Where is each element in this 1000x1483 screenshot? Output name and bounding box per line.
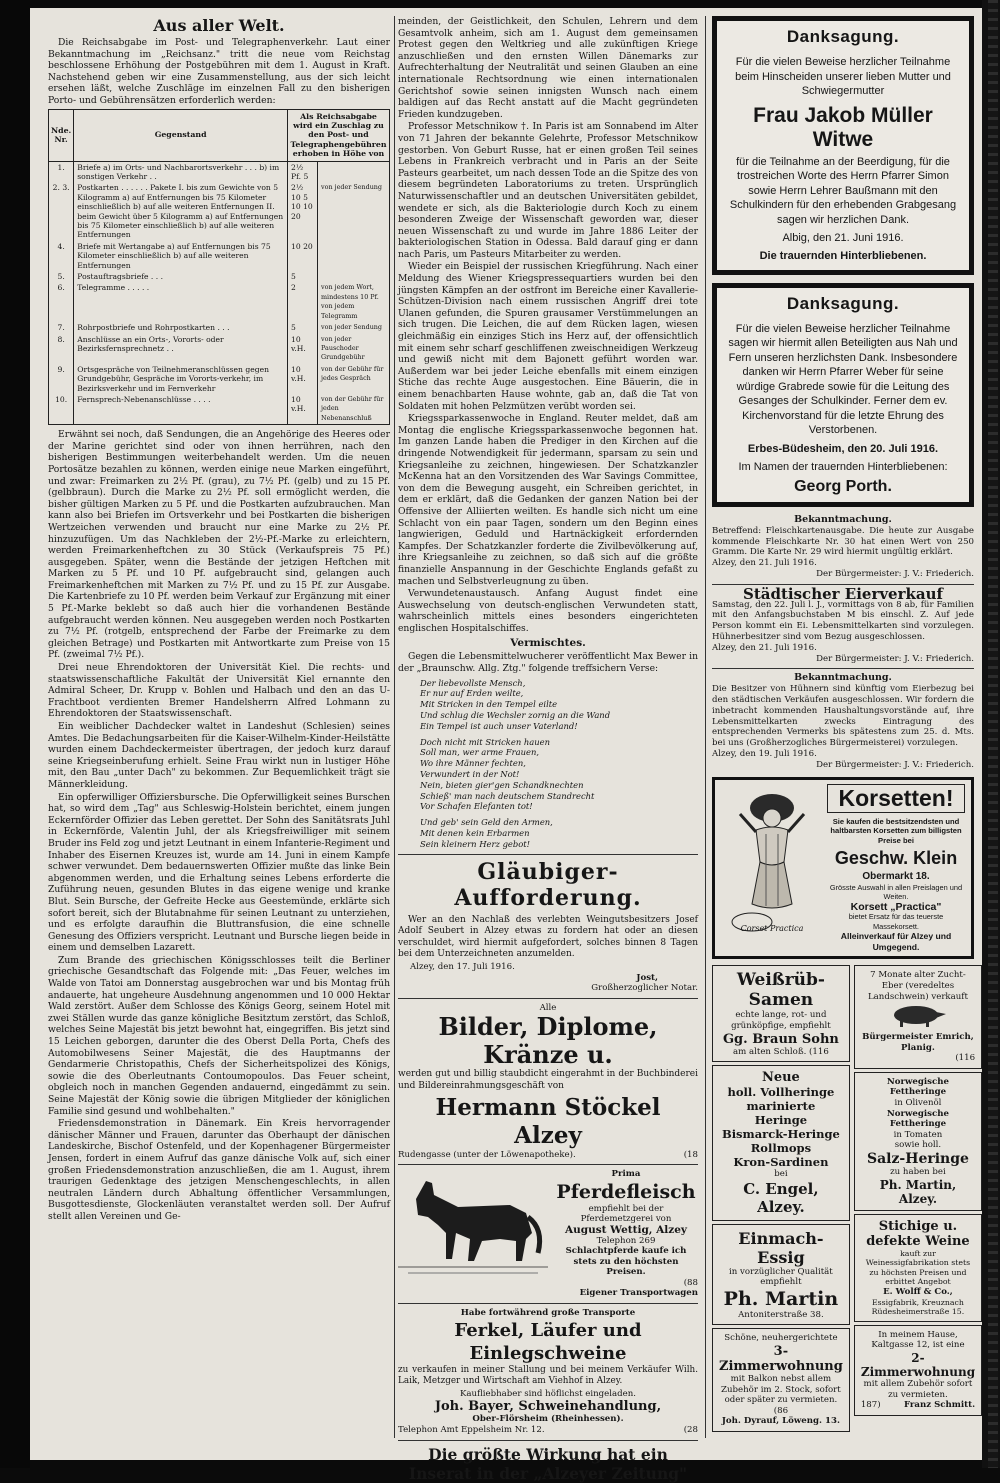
ad-bilder [398, 1003, 698, 1160]
korsetten-brand: Korsett „Practica" [850, 900, 942, 913]
table-row [49, 271, 390, 282]
notice-date: Alzey, den 21. Juli 1916. [712, 558, 817, 569]
poem-line: Vor Schafen Elefanten tot! [420, 801, 533, 812]
korsetten-title: Korsetten! [827, 784, 965, 813]
notice-title: Bekanntmachung. [794, 514, 892, 525]
column-rule [705, 16, 706, 1438]
corset-label: Corset Practica [740, 923, 804, 933]
korsetten-text: Sie kaufen die bestsitzendsten und haltbarsten Korsetten zum billigsten Preise bei [830, 816, 962, 845]
ad-bilder-addr: Rudengasse (unter der Löwenapotheke). [398, 1149, 576, 1160]
ad-eber [854, 965, 982, 1069]
heringe-item: Bismarck-Heringe [721, 1127, 840, 1142]
fettheringe-name: Ph. Martin, Alzey. [879, 1177, 957, 1206]
weissrueb-title: Weißrüb-Samen [736, 970, 825, 1011]
article-offiziersbursche: Ein opferwilliger Offiziersbursche. Die Opferwilligkeit seines Burschen hat, so wird dem „Tag" aus Schleswig-Holstein berichtet, einem jungen Eckernförder Offizier das Leben gerettet. Der Sohn des Sanitätsrats Juhl in Eckernförde, Valentin Juhl, der als Kriegsfreiwilliger mit seinem Bruder ins Feld zog und jetzt Leutnant in einem Infanterie-Regiment und Inhaber des Eisernen Kreuzes ist, wurde am 14. Juni in einem Kampfe schwer verwundet. Dem bedauernswerten Offizier mußte das linke Bein abgenommen werden, und die Erhaltung seines Lebens erforderte die Zuführung neuen, gesunden Blutes in das eigene wenige und kranke Blut. Sein Bursche, der Gefreite Hecke aus Geestemünde, erklärte sich sofort bereit, sich der Blutabnahme für seinen Leutnant zu unterziehen, und es erfolgte daraufhin die Bluttransfusion, die eine schnelle Genesung des Offiziers verspricht. Leutnant und Bursche liegen beide in einem und demselben Lazarett. [48, 791, 390, 954]
column-rule [394, 16, 395, 1438]
danksagung-text2: für die Teilnahme an der Beerdigung, für die trostreichen Worte des Herrn Pfarrer Simon sowie Herrn Lehrer Baußmann mit den Schulkindern für den erhebenden Grabgesang sagen wir herzlichen Dank. [729, 155, 957, 226]
fettheringe-line: in Olivenöl [894, 1098, 942, 1109]
zimmer2-title: 2-Zimmerwohnung [860, 1350, 976, 1379]
ad-bilder-text: werden gut und billig staubdicht eingerahmt in der Buchbinderei und Bildereinrahmungsgeschäft von [398, 1069, 698, 1091]
table-cell-item: Ortsgespräche von Teilnehmeranschlüssen gegen Grundgebühr, Gespräche im Vororts-verkehr, im Bezirksverkehr und im Fernverkehr [74, 364, 288, 394]
table-cell-amt: 5 [288, 271, 318, 282]
table-cell-amt: 2½ 10 5 10 10 20 [288, 182, 318, 240]
poem-line: Der liebevollste Mensch, [420, 677, 526, 688]
ad-2-zimmer [854, 1325, 982, 1416]
article-lebensmittelwucherer: Gegen die Lebensmittelwucherer veröffentlicht Max Bewer in der „Braunschw. Allg. Ztg." folgende treffsichern Verse: [398, 651, 698, 675]
notice-sig: Der Bürgermeister: J. V.: Friederich. [816, 568, 974, 579]
ad-korsetten [712, 777, 974, 960]
fettheringe-line: zu haben bei [890, 1167, 946, 1178]
zimmer2-name: Franz Schmitt. [903, 1400, 976, 1411]
korsetten-text2: Grösste Auswahl in allen Preislagen und Weiten. [829, 882, 963, 902]
ad-fettheringe [854, 1072, 982, 1211]
table-cell-nr: 10. [49, 394, 74, 425]
danksagung-place: Erbes-Büdesheim, den 20. Juli 1916. [747, 442, 939, 455]
ad-pferd-tel: Telephon 269 [596, 1235, 656, 1246]
poem-line: Mit Stricken in den Tempel eilte [420, 699, 558, 710]
pig-illustration [888, 1002, 948, 1028]
fee-table [48, 109, 390, 426]
table-row [49, 182, 390, 240]
table-cell-note: von der Gebühr für jeden Nebenanschluß [318, 394, 390, 425]
table-cell-item: Telegramme . . . . . [74, 282, 288, 322]
poem-line: Und geb' sein Geld den Armen, [420, 817, 553, 828]
ad-weissrueb [712, 965, 850, 1062]
table-cell-nr: 1. [49, 161, 74, 182]
table-cell-note [318, 271, 390, 282]
heringe-item: marinierte Heringe [746, 1099, 816, 1128]
table-cell-nr: 6. [49, 282, 74, 322]
essig-name: Ph. Martin [723, 1287, 839, 1310]
table-header-nr: Nde. Nr. [49, 109, 74, 161]
ad-pferd-num: (88 [683, 1277, 698, 1288]
heringe-item: holl. Vollheringe [727, 1085, 835, 1100]
ad-heringe [712, 1065, 850, 1221]
ad-bilder-num: (18 [683, 1149, 698, 1160]
danksagung-text2: Im Namen der trauernden Hinterbliebenen: [738, 460, 948, 473]
poem-line: Wo ihre Männer fechten, [420, 758, 526, 769]
zimmer3-name: Joh. Dyrauf, Löweng. 13. [721, 1416, 840, 1427]
article-reichsabgabe: Die Reichsabgabe im Post- und Telegraphenverkehr. Laut einer Bekanntmachung im „Reichsanz." tritt die neue vom Reichstag beschlossene Erhöhung der Postgebühren mit dem 1. August in Kraft. Nachstehend geben wir eine Zusammenstellung, aus der sich leicht ersehen läßt, welche Zuschläge im einzelnen Fall zu den bisherigen Porto- und Gebührensätzen erforderlich werden: [48, 37, 390, 106]
table-cell-item: Briefe mit Wertangabe a) auf Entfernungen bis 75 Kilometer einschließlich b) auf alle weiteren Entfernungen [74, 241, 288, 271]
fettheringe-line: sowie holl. [894, 1140, 942, 1151]
notice-date: Alzey, den 19. Juli 1916. [712, 748, 817, 759]
weissrueb-text: echte lange, rot- und grünköpfige, empfiehlt [731, 1010, 831, 1031]
weine-title: Stichige u. defekte Weine [866, 1218, 970, 1249]
table-row [49, 334, 390, 364]
poem-line: Mit denen kein Erbarmen [420, 828, 530, 839]
table-cell-note: von jeder Sendung [318, 322, 390, 333]
table-cell-item: Anschlüsse an ein Orts-, Vororts- oder Bezirksfernsprechnetz . . [74, 334, 288, 364]
heringe-item: Rollmops [750, 1141, 812, 1156]
poem-line: Schieß' man nach deutschem Standrecht [420, 790, 595, 801]
table-cell-amt: 10 v.H. [288, 364, 318, 394]
horse-illustration [398, 1169, 548, 1281]
article-koenigsschloss: Zum Brande des griechischen Königsschlosses teilt die Berliner griechische Gesandtschaft das Folgende mit: „Das Feuer, welches im Walde von Tatoi am Donnerstag ausgebrochen war und bis Montag früh andauerte, hat ungeheure Ausdehnung angenommen und 10 000 Hektar Wald zerstört. Außer dem Schlosse des Königs Georg, seinem Hotel mit zwei Ställen wurde das ganze königliche Besitztum zerstört, das Schloß, welches Seine Majestät bis jetzt bewohnt hat, eingegriffen. Bis jetzt sind 15 Leichen geborgen, darunter die des Oberst Della Porta, Chefs des Automobilwesens Seiner Majestät, die des Hauptmanns der Gendarmerie Christopathis, Chefs der Sicherheitspolizei des Königs, sowie die des Oberleutnants Contoumopoulos. Das Feuer scheint, obgleich noch in manchen Gegenden andauernd, eingedämmt zu sein. Seine Majestät der König sowie die übrigen Mitglieder der königlichen Familie sind gesund und wohlbehalten." [48, 954, 390, 1117]
poem-line: Und schlug die Wechsler zornig an die Wand [420, 710, 611, 721]
ad-ferkel-num: (28 [683, 1425, 698, 1436]
ad-ferkel-text: zu verkaufen in meiner Stallung und bei meinem Verkäufer Wilh. Laik, Metzger und Wirtschaft am Viehhof in Alzey. [398, 1364, 698, 1387]
korsetten-text3: bietet Ersatz für das teuerste Massekorsett. [848, 912, 944, 931]
article-kriegssparkasse: Kriegssparkassenwoche in England. Reuter meldet, daß am Montag die englische Kriegssparkassenwoche begonnen hat. Im ganzen Lande haben die Prediger in den Kirchen auf die dringende Notwendigkeit für jedermann, sparsam zu sein und Kriegsanleihe zu zeichnen, hingewiesen. Der Schatzkanzler McKenna hat an den Vorsitzenden des War Savings Committee, von dem die Bewegung ausgeht, ein Schreiben gerichtet, in dem er erklärt, daß die Gedanken der ganzen Nation bei der Offensive der Alliierten weilten. Es handle sich nicht um eine Schlacht von ein paar Tagen, sondern um den Beginn eines langwierigen, Geduld und Hartnäckigkeit erfordernden Kampfes. Der Schatzkanzler forderte die Zivilbevölkerung auf, ihre Kriegsanleihe zu zeichnen, so daß sich auf die größte finanzielle Anspannung in der Geschichte Englands gefaßt zu machen und Selbstverleugnung zu üben. [398, 413, 698, 587]
table-cell-note: von der Gebühr für jedes Gespräch [318, 364, 390, 394]
weine-addr: Essigfabrik, Kreuznach Rüdesheimerstraße 15. [871, 1297, 965, 1317]
article-kriegfuehrung: Wieder ein Beispiel der russischen Kriegführung. Nach einer Meldung des Wiener Kriegspressequartiers wurden bei den jüngsten Kämpfen an der ostfront im Bereiche einer Kavallerie-Schützen-Division nach einem russischen Angriff drei tote Ulanen gefunden, die Spuren grausamer Verstümmelungen an sich trugen. Die Leichen, die auf dem Rücken lagen, wiesen gleichmäßig ein einziges Stich ins Herz auf, der offensichtlich mit einem sehr scharf geschliffenen zweischneidigen Werkzeug und gewiß nicht mit dem Bajonett geführt worden war. Außerdem war bei jeder Leiche ebenfalls mit einem einzigen Stiche das rechte Auge ausgestochen. Eine Bäuerin, die in einem benachbarten Hause wohnte, gab an, daß die Tat von Soldaten mit hohen Pelzmützen verübt worden sei. [398, 261, 698, 412]
poem-line: Soll man, wer arme Frauen, [420, 747, 540, 758]
ad-glaeubiger-role: Großherzoglicher Notar. [591, 983, 698, 994]
column-3 [712, 16, 974, 1436]
ad-3-zimmer [712, 1328, 850, 1432]
table-cell-nr: 5. [49, 271, 74, 282]
notice-text: Betreffend: Fleischkartenausgabe. Die heute zur Ausgabe kommende Fleischkarte Nr. 30 hat einen Wert von 250 Gramm. Die Karte Nr. 29 wird hiermit ungültig erklärt. [712, 525, 974, 558]
ad-ferkel [398, 1308, 698, 1436]
danksagung-sig: Georg Porth. [794, 478, 892, 495]
section-title: Aus aller Welt. [153, 16, 285, 35]
korsetten-name: Geschw. Klein [834, 848, 958, 869]
table-cell-item: Fernsprech-Nebenanschlüsse . . . . [74, 394, 288, 425]
table-cell-amt: 2½ Pf. 5 [288, 161, 318, 182]
scan-edge-right [982, 0, 1000, 1468]
fettheringe-line: Norwegische Fettheringe [886, 1076, 949, 1098]
table-cell-note: von jeder Pauschoder Grundgebühr [318, 334, 390, 364]
heringe-neue: Neue [761, 1070, 800, 1086]
zimmer3-text2: mit Balkon nebst allem Zubehör im 2. Stock, sofort oder später zu vermieten. (86 [721, 1374, 841, 1416]
table-cell-nr: 7. [49, 322, 74, 333]
ad-pferd-name: August Wettig, Alzey [564, 1223, 687, 1236]
ad-glaeubiger-title: Gläubiger-Aufforderung. [454, 858, 642, 911]
ad-glaeubiger-sig: Jost, [636, 972, 658, 983]
ad-glaeubiger-text: Wer an den Nachlaß des verlebten Weingutsbesitzers Josef Adolf Seubert in Alzey etwas zu fordern hat oder an diesen verschuldet, wird hiermit aufgefordert, solches binnen 8 Tagen bei dem Unterzeichneten anzumelden. [398, 914, 698, 960]
table-cell-item: Rohrpostbriefe und Rohrpostkarten . . . [74, 322, 288, 333]
korsetten-addr: Obermarkt 18. [862, 871, 930, 883]
table-cell-nr: 2. 3. [49, 182, 74, 240]
danksagung-porth [712, 283, 974, 508]
table-cell-amt: 2 [288, 282, 318, 322]
zimmer2-text2: mit allem Zubehör sofort zu vermieten. [863, 1378, 973, 1400]
ad-pferd-title: Pferdefleisch [556, 1180, 696, 1203]
table-row [49, 322, 390, 333]
zimmer3-title: 3-Zimmerwohnung [719, 1344, 843, 1375]
ad-ferkel-title: Ferkel, Läufer und Einlegschweine [454, 1319, 642, 1364]
poem-line: Nein, bieten gier'gen Schandknechten [420, 779, 584, 790]
ad-ferkel-top: Habe fortwährend große Transporte [460, 1308, 636, 1319]
essig-title: Einmach-Essig [738, 1228, 824, 1267]
eber-num: (116 [955, 1053, 976, 1064]
notice-sig: Der Bürgermeister: J. V.: Friederich. [816, 653, 974, 664]
zimmer3-text: Schöne, neuhergerichtete [724, 1333, 838, 1344]
korsetten-text4: Alleinverkauf für Alzey und Umgegend. [840, 931, 952, 952]
ad-glaeubiger [398, 859, 698, 994]
notice-title: Städtischer Eierverkauf [743, 584, 943, 603]
notice-huehner [712, 673, 974, 770]
ad-weine [854, 1214, 982, 1322]
column-2 [398, 16, 698, 1483]
ad-pferd-text2: Schlachtpferde kaufe ich stets zu den höchsten Preisen. [565, 1246, 687, 1278]
table-row [49, 241, 390, 271]
notice-sig: Der Bürgermeister: J. V.: Friederich. [816, 759, 974, 770]
poem-line: Verwundert in der Not! [420, 769, 520, 780]
table-cell-item: Postkarten . . . . . . Pakete I. bis zum Gewichte von 5 Kilogramm a) auf Entfernungen bis 75 Kilometer einschließlich b) auf alle weiteren Entfernungen II. beim Gewicht über 5 Kilogramm a) auf Entfernungen bis 75 Kilometer einschließlich b) auf alle weiteren Entfernungen [74, 182, 288, 240]
weine-text: kauft zur Weinessigfabrikation stets zu höchsten Preisen und erbittet Angebot [865, 1248, 971, 1287]
eber-text: 7 Monate alter Zucht-Eber (veredeltes Landschwein) verkauft [867, 970, 968, 1002]
article-ehrendoktoren: Drei neue Ehrendoktoren der Universität Kiel. Die rechts- und staatswissenschaftliche Fakultät der Universität Kiel ernannte den Admiral Scheer, Dr. Krupp v. Bohlen und Halbach und den an das U-Frachtboot verdienten Bremer Handelsherrn Alfred Lohmann zu Ehrendoktoren der Staatswissenschaft. [48, 662, 390, 720]
table-header-amount: Als Reichsabgabe wird ein Zuschlag zu den Post- und Telegraphengebühren erhoben in Höhe von [288, 109, 390, 161]
weissrueb-addr: am alten Schloß. (116 [733, 1046, 829, 1057]
table-cell-nr: 8. [49, 334, 74, 364]
table-cell-amt: 10 v.H. [288, 394, 318, 425]
scan-edge-left [0, 0, 30, 1468]
notice-fleischkarte [712, 515, 974, 580]
table-cell-note [318, 241, 390, 271]
poem-line: Ein Tempel ist auch unser Vaterland! [420, 720, 578, 731]
table-cell-nr: 4. [49, 241, 74, 271]
essig-text: in vorzüglicher Qualität empfiehlt [729, 1266, 833, 1288]
ad-ferkel-name: Joh. Bayer, Schweinehandlung, [434, 1399, 662, 1415]
ad-essig [712, 1224, 850, 1326]
essig-addr: Antoniterstraße 38. [738, 1309, 824, 1320]
poem-line: Er nur auf Erden weilte, [420, 688, 524, 699]
ad-inserat: Die größte Wirkung hat ein Inserat in der „Alzeyer Zeitung" [408, 1444, 688, 1483]
column-1 [48, 16, 390, 1436]
corset-illustration [722, 784, 822, 934]
danksagung-mueller [712, 16, 974, 275]
notice-date: Alzey, den 21. Juli 1916. [712, 642, 817, 653]
ad-bilder-title: Bilder, Diplome, Kränze u. [438, 1012, 658, 1070]
zimmer2-text: In meinem Hause, Kaltgasse 12, ist eine [871, 1329, 965, 1351]
notice-text: Samstag, den 22. Juli l. J., vormittags von 8 ab, für Familien mit den Anfangsbuchstaben M bis einschl. Z. Auf jede Person kommt ein Ei. Lebensmittelkarten sind vorzulegen. Hühnerbesitzer sind vom Bezug ausgeschlossen. [712, 599, 974, 642]
danksagung-sig: Die trauernden Hinterbliebenen. [759, 250, 927, 262]
table-cell-note: von jeder Sendung [318, 182, 390, 240]
ad-pferd-prima: Prima [611, 1169, 641, 1180]
article-dachdecker: Ein weiblicher Dachdecker waltet in Landeshut (Schlesien) seines Amtes. Die Bedachungsarbeiten für die Kaiser-Wilhelm-Kinder-Heilstätte wurden einem Dachdeckermeister übertragen, der jedoch kurz darauf seine Kriegseinberufung erhielt. Seine Frau wirkt nun in lustiger Höhe mit, den Bau „unter Dach" zu bekommen. Zur Bequemlichkeit trägt sie Männerkleidung. [48, 721, 390, 790]
ad-ferkel-text2: Kaufliebhaber sind höflichst eingeladen. [460, 1388, 636, 1399]
table-row [49, 161, 390, 182]
zimmer2-num: 187) [860, 1400, 881, 1411]
fettheringe-line: Norwegische Fettheringe [886, 1108, 949, 1130]
heringe-name: C. Engel, Alzey. [743, 1179, 819, 1216]
table-row [49, 364, 390, 394]
ad-ferkel-tel: Telephon Amt Eppelsheim Nr. 12. [398, 1425, 545, 1436]
table-row [49, 282, 390, 322]
ad-ferkel-place: Ober-Flörsheim (Rheinhessen). [472, 1414, 624, 1425]
ad-pferd-foot: Eigener Transportwagen [579, 1288, 698, 1299]
table-cell-item: Briefe a) im Orts- und Nachbarortsverkehr . . . b) im sonstigen Verkehr . . [74, 161, 288, 182]
section-vermischtes: Vermischtes. [510, 637, 586, 650]
article-reichsabgabe-cont: Erwähnt sei noch, daß Sendungen, die an Angehörige des Heeres oder der Marine gerichtet sind oder von ihnen herrühren, nach den bisherigen Bestimmungen weiterbehandelt werden. Um die neuen Portosätze bezahlen zu können, werden einige neue Marken eingeführt, und zwar: Freimarken zu 2½ Pf. (grau), zu 7½ Pf. (gelb) und zu 15 Pf. (gelbbraun). Durch die Marke zu 2½ Pf. soll ermöglicht werden, die bisher gültigen Marken zu 5 Pf. und die Postkarten aufzubrauchen. Man kann also bei Briefen im Ortsverkehr und bei Postkarten die bisherigen Wertzeichen verwenden und braucht nur eine Marke zu 2½ Pf. hinzuzufügen. Um das Nachkleben der 2½-Pf.-Marke zu erleichtern, werden Freimarkenheftchen zu 30 Stück (Verkaufspreis 75 Pf.) ausgegeben. Später, wenn die Bestände der jetzigen Heftchen mit Marken zu 5 Pf. und 10 Pf. aufgebraucht sind, gelangen auch Freimarkenheftchen mit Marken zu 7½ Pf. und zu 15 Pf. zur Ausgabe. Die Kartenbriefe zu 10 Pf. werden beim Verkauf zur Ergänzung mit einer 5 Pf.-Marke beklebt so daß auch hier die vorhandenen Bestände aufgebraucht werden können. Neu ausgegeben werden noch Postkarten zu 7½ Pf. (rotgelb, entsprechend der Farbe der Freimarke zu dem gleichen Betrage) und Postkarten mit Antwortkarte zum Preise von 15 Pf. (zweimal 7½ Pf.). [48, 429, 390, 661]
danksagung-date: Albig, den 21. Juni 1916. [782, 232, 904, 244]
danksagung-title: Danksagung. [786, 27, 900, 46]
ad-glaeubiger-date: Alzey, den 17. Juli 1916. [410, 961, 515, 972]
ad-pferdefleisch [398, 1169, 698, 1288]
table-cell-amt: 5 [288, 322, 318, 333]
article-verwundetenaustausch: Verwundetenaustausch. Anfang August findet eine Auswechselung von deutsch-englischen Verwundeten statt, wahrscheinlich mittels eines besonders eingerichteten englischen Hospitalschiffes. [398, 588, 698, 634]
notice-eierverkauf [712, 584, 974, 665]
fettheringe-line: in Tomaten [893, 1129, 943, 1140]
heringe-item: Kron-Sardinen [733, 1155, 829, 1170]
danksagung-name: Frau Jakob Müller Witwe [753, 103, 933, 151]
table-header-item: Gegenstand [74, 109, 288, 161]
fettheringe-title: Salz-Heringe [866, 1151, 969, 1168]
article-continued: meinden, der Geistlichkeit, den Schulen, Lehrern und dem Gesamtvolk anheim, sich am 1. August dem gemeinsamen Protest gegen den Weltkrieg und alle zukünftigen Kriege anzuschließen und den ernsten Willen Dänemarks zur Aufrechterhaltung der Neutralität und seinen Glauben an eine internationale Rechtsordnung wie einen internationalen Gerichtshof sowie seinen innigsten Wunsch nach einem baldigen auf das Recht anstatt auf die Macht gegründeten Frieden kundzugeben. [398, 16, 698, 120]
eber-name: Bürgermeister Emrich, Planig. [862, 1032, 974, 1053]
poem-line: Doch nicht mit Stricken hauen [420, 736, 551, 747]
table-cell-note: von jedem Wort, mindestens 10 Pf. von jedem Telegramm [318, 282, 390, 322]
table-cell-note [318, 161, 390, 182]
heringe-bei: bei [774, 1169, 788, 1180]
notice-text: Die Besitzer von Hühnern sind künftig vom Eierbezug bei den städtischen Verkäufen ausgeschlossen. Wir fordern die inbetracht kommenden Haushaltungsvorstände auf, ihre Lebensmittelkarten zwecks Eintragung des entsprechenden Vermerks bis spätestens zum 25. d. Mts. bei uns (Großherzogliches Bürgermeisterei) vorzulegen. [712, 684, 974, 749]
weissrueb-name: Gg. Braun Sohn [722, 1031, 839, 1047]
poem-line: Sein kleinern Herz gebot! [420, 838, 531, 849]
table-cell-nr: 9. [49, 364, 74, 394]
danksagung-text: Für die vielen Beweise herzlicher Teilnahme beim Hinscheiden unserer lieben Mutter und Schwiegermutter [735, 56, 951, 97]
danksagung-text: Für die vielen Beweise herzlicher Teilnahme sagen wir hiermit allen Beteiligten aus Nah und Fern unseren herzlichsten Dank. Insbesondere danken wir Herrn Pfarrer Weber für seine würdige Grabrede sowie für die Leitung des Gesanges der Schulkinder. Ferner dem ev. Kirchenvorstand für die letzte Ehrung des Verstorbenen. [728, 322, 958, 436]
notice-title: Bekanntmachung. [794, 672, 892, 684]
table-cell-amt: 10 v.H. [288, 334, 318, 364]
poem [420, 678, 698, 850]
ad-bilder-alle: Alle [539, 1002, 557, 1013]
article-metschnikow: Professor Metschnikow †. In Paris ist am Sonnabend im Alter von 71 Jahren der bekannte Gelehrte, Professor Metschnikow gestorben. Von Geburt Russe, hat er einen großen Teil seines Lebens in Frankreich verbracht und in Paris an der Seite Pasteurs gearbeitet, um nach dessen Tode an die Spitze des von diesem begründeten Laboratoriums zu treten. Ursprünglich Naturwissenschaftler und an deutschen Universitäten gebildet, wendete er sich, als die Bakteriologie durch Koch zu einem besonderen Zweige der Wissenschaft geworden war, dieser neuen Wissenschaft zu und wurde im Jahre 1886 Leiter der bakteriologischen Station in Odessa. Bald darauf ging er dann nach Paris, um Pasteurs Mitarbeiter zu werden. [398, 121, 698, 260]
table-row [49, 394, 390, 425]
article-friedensdemonstration: Friedensdemonstration in Dänemark. Ein Kreis hervorragender dänischer Männer und Frauen, darunter das Oberhaupt der dänischen Landeskirche, Bischof Ostenfeld, und der Kopenhagener Bürgermeister Jensen, fordert in einem Aufruf das ganze dänische Volk auf, sich einer großen Friedensdemonstration anzuschließen, die am 1. August, ihrem traurigen Gedenktage des jetzigen Menschengeschlechts, in allen neutralen Ländern durch Abhaltung öffentlicher Versammlungen, Busgottesdienste, Glockenläuten veranstaltet werden soll. Der Aufruf stellt allen Vereinen und Ge- [48, 1118, 390, 1222]
weine-name: E. Wolff & Co., [883, 1287, 953, 1297]
table-cell-amt: 10 20 [288, 241, 318, 271]
ad-bilder-name: Hermann Stöckel Alzey [435, 1093, 661, 1149]
table-cell-item: Postauftragsbriefe . . . [74, 271, 288, 282]
danksagung-title: Danksagung. [786, 293, 900, 313]
ad-pferd-text: empfiehlt bei der Pferdemetzgerei von [580, 1203, 672, 1225]
